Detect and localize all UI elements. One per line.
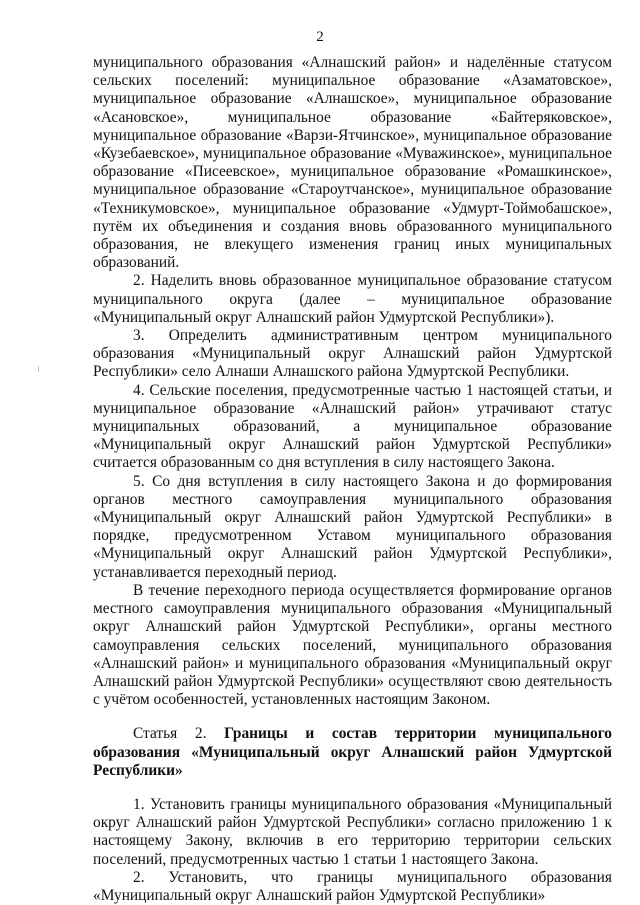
paragraph-item-4: 4. Сельские поселения, предусмотренные частью 1 настоящей статьи, и муниципальное образование «Алнашский район» утрачивают статус муниципальных образований, а муниципальное образование «Муниципальный округ Алнашский район Удмуртской Республики» считается образованным со дня вступления в силу настоящего Закона. <box>93 381 612 472</box>
paragraph-continuation: муниципального образования «Алнашский район» и наделённые статусом сельских поселений: муниципальное образование «Азаматовское», муниципальное образование «Алнашское», муниципальное образование «Асановское», муниципальное образование «Байтеряковское», муниципальное образование «Варзи-Ятчинское», муниципальное образование «Кузебаевское», муниципальное образование «Муважинское», муниципальное образование «Писеевское», муниципальное образование «Ромашкинское», муниципальное образование «Староутчанское», муниципальное образование «Техникумовское», муниципальное образование «Удмурт-Тоймобашское», путём их объединения и создания вновь образованного муниципального образования, не влекущего изменения границ иных муниципальных образований. <box>93 54 612 272</box>
paragraph-transition-period: В течение переходного периода осуществляется формирование органов местного самоуправления муниципального образования «Муниципальный округ Алнашский район Удмуртской Республики», органы местного самоуправления сельских поселений, муниципального образования «Алнашский район» и муниципального образования «Муниципальный округ Алнашский район Удмуртской Республики» осуществляют свою деятельность с учётом особенностей, установленных настоящим Законом. <box>93 581 612 709</box>
paragraph-item-3: 3. Определить административным центром муниципального образования «Муниципальный округ Алнашский район Удмуртской Республики» село Алнаши Алнашского района Удмуртской Республики. <box>93 327 612 381</box>
article-heading <box>93 725 612 780</box>
paragraph-item-2: 2. Наделить вновь образованное муниципальное образование статусом муниципального округа (далее – муниципальное образование «Муниципальный округ Алнашский район Удмуртской Республики»). <box>93 272 612 326</box>
article-title: Границы и состав территории муниципального образования «Муниципальный округ Алнашский район Удмуртской Республики» <box>93 725 612 779</box>
document-body <box>93 54 612 905</box>
article-label: Статья 2. <box>133 725 207 743</box>
paragraph-article2-item-2: 2. Установить, что границы муниципального образования «Муниципальный округ Алнашский район Удмуртской Республики» <box>93 868 612 904</box>
page-number: 2 <box>316 29 324 45</box>
paragraph-item-5: 5. Со дня вступления в силу настоящего Закона и до формирования органов местного самоуправления муниципального образования «Муниципальный округ Алнашский район Удмуртской Республики» в порядке, предусмотренном Уставом муниципального образования «Муниципальный округ Алнашский район Удмуртской Республики», устанавливается переходный период. <box>93 472 612 581</box>
margin-mark <box>38 366 39 372</box>
paragraph-article2-item-1: 1. Установить границы муниципального образования «Муниципальный округ Алнашский район Удмуртской Республики» согласно приложению 1 к настоящему Закону, включив в его территорию территории сельских поселений, предусмотренных частью 1 статьи 1 настоящего Закона. <box>93 795 612 868</box>
